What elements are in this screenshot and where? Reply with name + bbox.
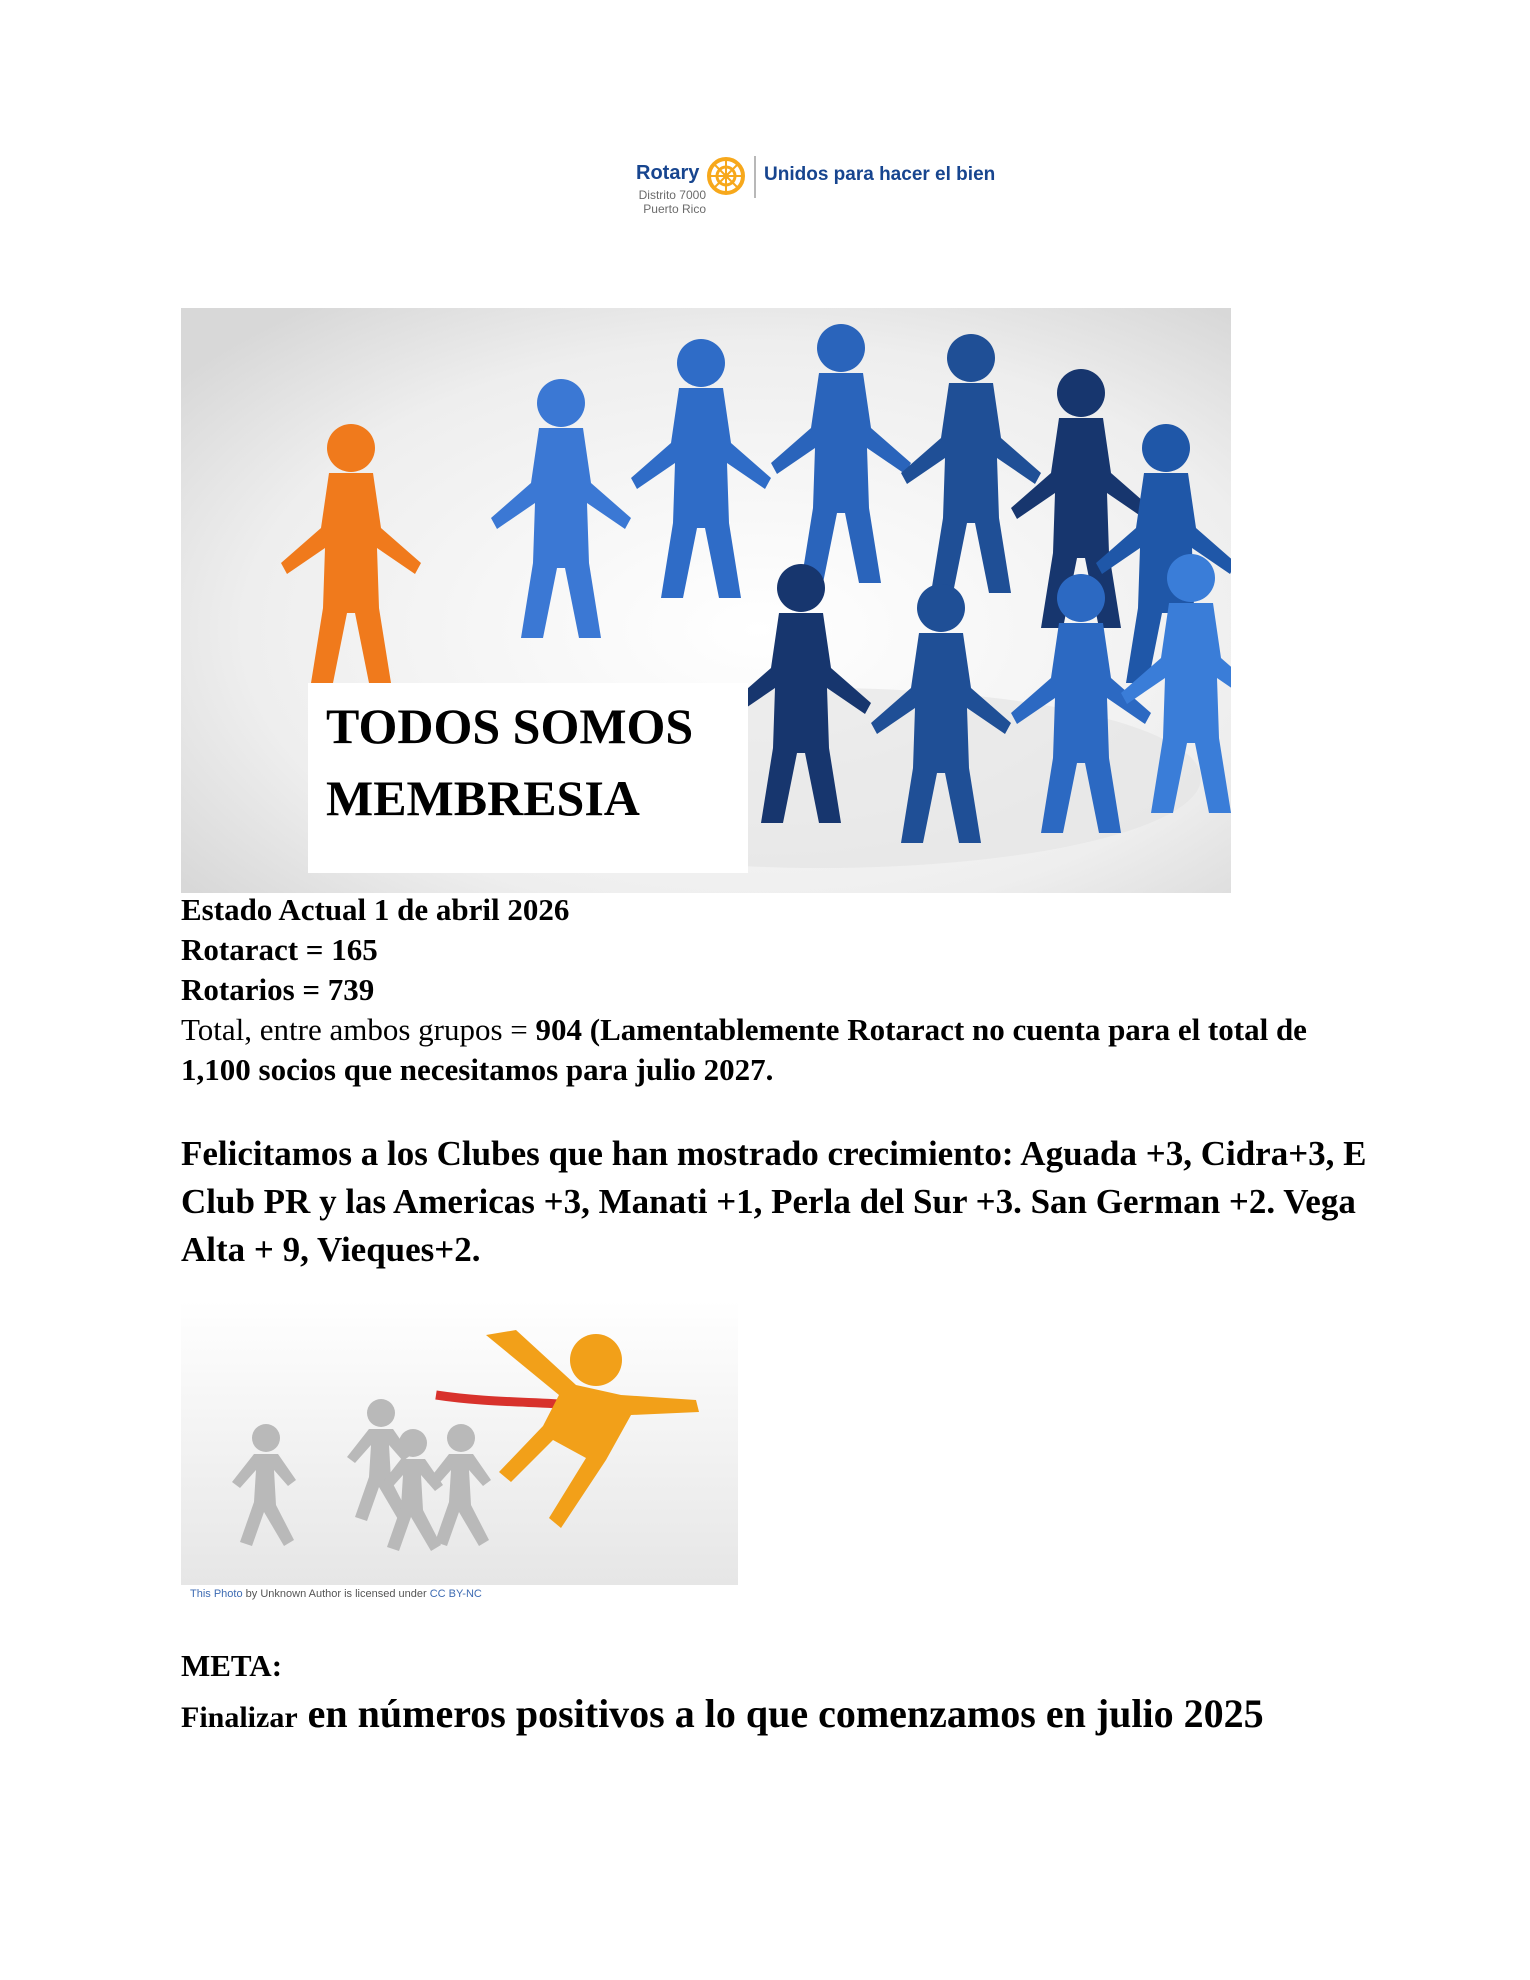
- photo-credit-text: by Unknown Author is licensed under: [242, 1588, 430, 1600]
- congrats-paragraph: [181, 1130, 1371, 1274]
- status-total: [181, 1010, 1361, 1090]
- hero-title-box: [308, 683, 748, 873]
- meta-rest: en números positivos a lo que comenzamos en julio 2025: [297, 1691, 1264, 1736]
- status-block: [181, 890, 1361, 1090]
- district-label: [618, 188, 706, 216]
- status-total-note: 904 (Lamentablemente Rotaract no cuenta para el total de 1,100 socios que necesitamos para julio 2027.: [181, 1012, 1307, 1087]
- district-line-2: Puerto Rico: [643, 202, 706, 216]
- logo-wordmark: Rotary: [636, 162, 700, 184]
- logo-tagline: Unidos para hacer el bien: [764, 164, 996, 185]
- congrats-text: Felicitamos a los Clubes que han mostrado crecimiento: Aguada +3, Cidra+3, E Club PR y las Americas +3, Manati +1, Perla del Sur +3. San German +2. Vega Alta + 9, Vieques+2.: [181, 1134, 1367, 1269]
- status-date: Estado Actual 1 de abril 2026: [181, 892, 570, 927]
- license-link[interactable]: CC BY-NC: [429, 1588, 482, 1600]
- status-rotarios: Rotarios = 739: [181, 972, 375, 1007]
- logo-divider: [754, 156, 756, 198]
- rotary-wheel-icon: [706, 156, 746, 196]
- meta-small-word: Finalizar: [181, 1701, 298, 1734]
- photo-credit-link[interactable]: This Photo: [190, 1588, 243, 1600]
- runners-image: [181, 1300, 738, 1585]
- meta-label: META:: [181, 1648, 283, 1683]
- finish-line-illustration: [181, 1300, 738, 1585]
- status-rotaract: Rotaract = 165: [181, 932, 378, 967]
- hero-title-line-2: MEMBRESIA: [326, 770, 640, 826]
- hero-title-line-1: TODOS SOMOS: [326, 698, 694, 754]
- photo-credit: [190, 1588, 482, 1600]
- meta-text: [181, 1688, 1361, 1744]
- rotary-logo: [618, 150, 1018, 220]
- district-line-1: Distrito 7000: [638, 188, 706, 202]
- status-total-prefix: Total, entre ambos grupos =: [181, 1012, 536, 1047]
